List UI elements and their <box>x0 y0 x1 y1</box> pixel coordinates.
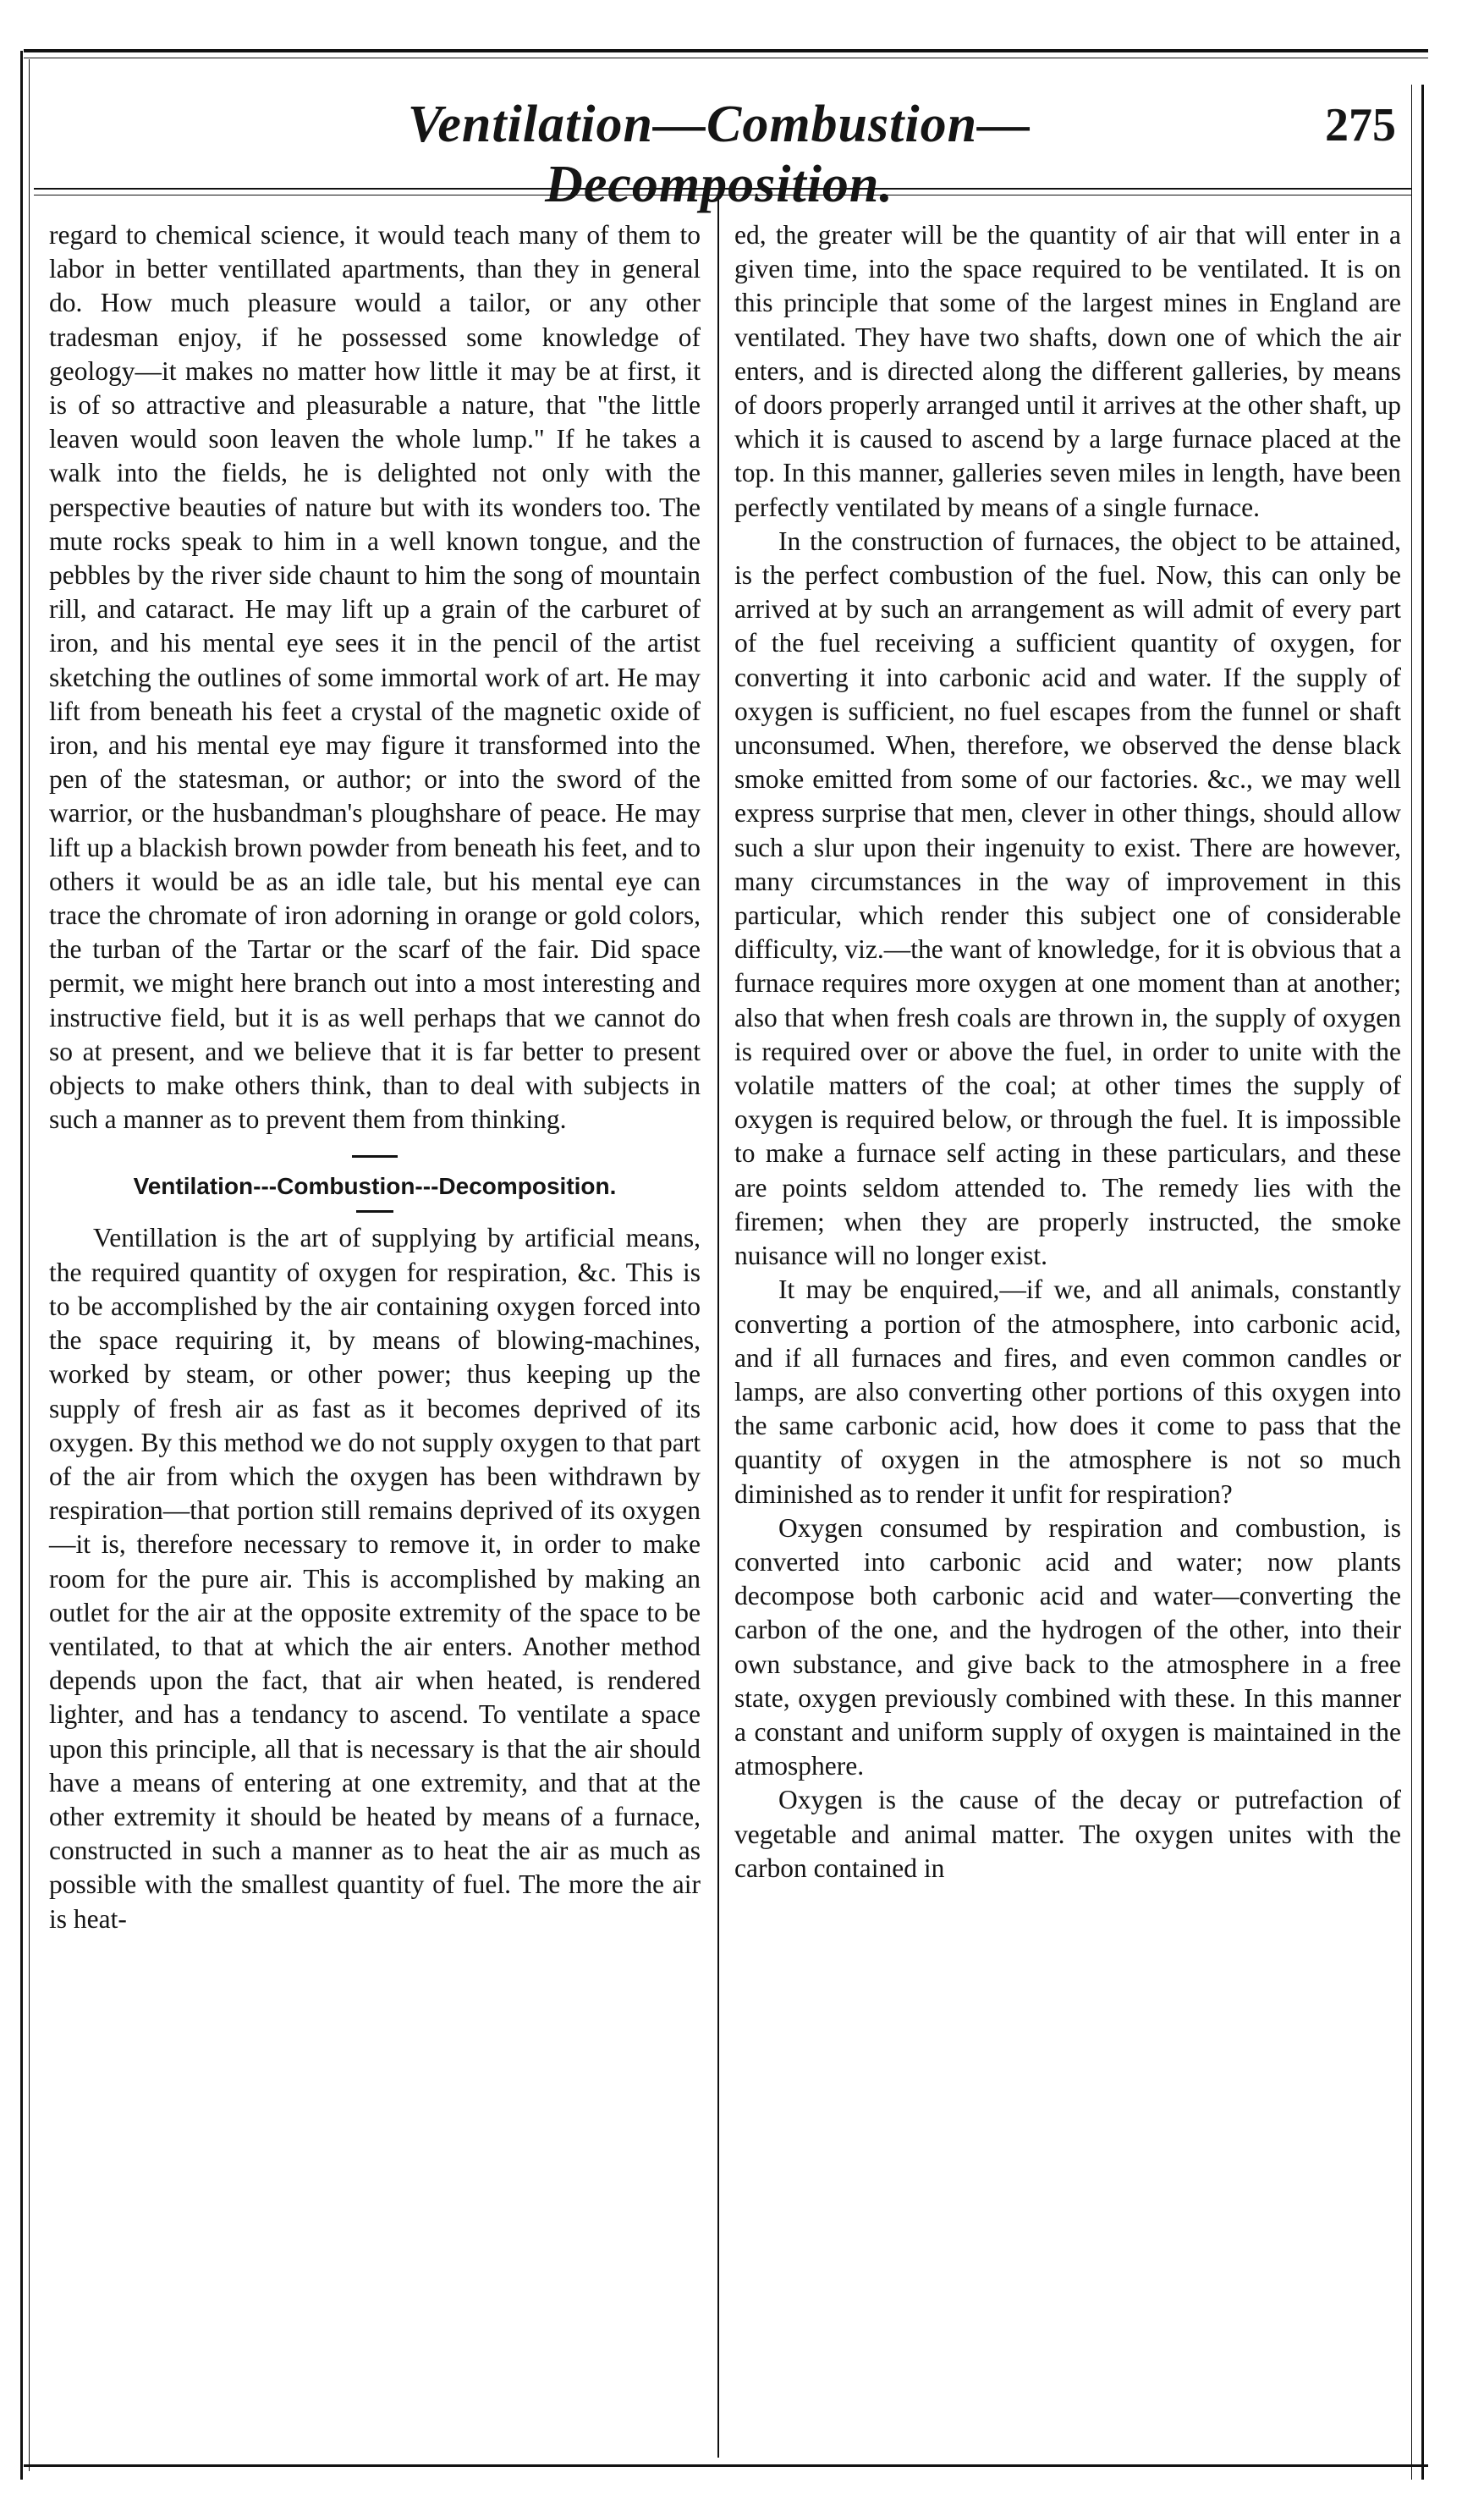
right-paragraph-decay: Oxygen is the cause of the decay or putrefaction of vegetable and animal matter. The oxygen unites with the carbon contained in <box>734 1785 1401 1883</box>
page-number: 275 <box>1325 99 1396 151</box>
column-divider <box>717 200 719 2458</box>
left-paragraph-ventilation: Ventillation is the art of supplying by artificial means, the required quantity of oxygen for respiration, &c. This is to be accomplished by the air containing oxygen forced into the space requiring it, by means of blowing-machines, worked by steam, or other power; thus keeping up the supply of fresh air as fast as it becomes deprived of its oxygen. By this method we do not supply oxygen to that part of the air from which the oxygen has been withdrawn by respiration—that portion still remains deprived of its oxygen—it is, therefore necessary to remove it, in order to make room for the pure air. This is accomplished by making an outlet for the air at the opposite extremity of the space to be ventilated, to that at which the air enters. Another method depends upon the fact, that air when heated, is rendered lighter, and has a tendancy to ascend. To ventilate a space upon this principle, all that is necessary is that the air should have a means of entering at one extremity, and that at the other extremity it should be heated by means of a furnace, constructed in such a manner as to heat the air as much as possible with the smallest quantity of fuel. The more the air is heat- <box>49 1223 701 1934</box>
right-column <box>734 218 1401 1886</box>
right-border-line <box>1421 85 1424 2480</box>
right-paragraph-plants: Oxygen consumed by respiration and combustion, is converted into carbonic acid and water; now plants decompose both carbonic acid and water—converting the carbon of the one, and the hydrogen of the other, into their own substance, and give back to the atmosphere in a free state, oxygen previously combined with these. In this manner a constant and uniform supply of oxygen is maintained in the atmosphere. <box>734 1512 1401 1781</box>
top-border-rule <box>24 49 1428 52</box>
right-paragraph-enquiry: It may be enquired,—if we, and all animals, constantly converting a portion of the atmosphere, into carbonic acid, and if all furnaces and fires, and even common candles or lamps, are also converting other portions of this oxygen into the same carbonic acid, how does it come to pass that the quantity of oxygen in the atmosphere is not so much diminished as to render it unfit for respiration? <box>734 1275 1401 1509</box>
bottom-border-rule <box>24 2464 1428 2467</box>
right-paragraph-furnaces: In the construction of furnaces, the object to be attained, is the perfect combustion of the fuel. Now, this can only be arrived at by such an arrangement as will admit of every part of the fuel receiving a sufficient quantity of oxygen, for converting it into carbonic acid and water. If the supply of oxygen is sufficient, no fuel escapes from the funnel or shaft unconsumed. When, therefore, we observed the dense black smoke emitted from some of our factories. &c., we may well express surprise that men, clever in other things, should allow such a slur upon their ingenuity to exist. There are however, many circumstances in the way of improvement in this particular, which render this subject one of considerable difficulty, viz.—the want of knowledge, for it is obvious that a furnace requires more oxygen at one moment than at another; also that when fresh coals are thrown in, the supply of oxygen is required over or above the fuel, in order to unite with the volatile matters of the coal; at other times the supply of oxygen is required below, or through the fuel. It is impossible to make a furnace self acting in these particulars, and these are points seldom attended to. The remedy lies with the firemen; when they are properly instructed, the smoke nuisance will no longer exist. <box>734 526 1401 1271</box>
section-heading-rule <box>356 1210 393 1213</box>
section-separator-rule <box>352 1155 398 1158</box>
header-rule <box>34 188 1411 190</box>
left-border-line-thin <box>29 59 30 2471</box>
running-header-title: Ventilation—Combustion—Decomposition. <box>407 96 1031 213</box>
right-paragraph-continued: ed, the greater will be the quantity of air that will enter in a given time, into the space required to be ventilated. It is on this principle that some of the largest mines in England are ventilated. They have two shafts, down one of which the air enters, and is directed along the different galleries, by means of doors properly arranged until it arrives at the other shaft, up which it is caused to ascend by a large furnace placed at the top. In this manner, galleries seven miles in length, have been perfectly ventilated by means of a single furnace. <box>734 220 1401 522</box>
left-paragraph-continued: regard to chemical science, it would teach many of them to labor in better ventillated apartments, than they in general do. How much pleasure would a tailor, or any other tradesman enjoy, if he possessed some knowledge of geology—it makes no matter how little it may be at first, it is of so attractive and pleasurable a nature, that "the little leaven would soon leaven the whole lump." If he takes a walk into the fields, he is delighted not only with the perspective beauties of nature but with its wonders too. The mute rocks speak to him in a well known tongue, and the pebbles by the river side chaunt to him the song of mountain rill, and cataract. He may lift up a grain of the carburet of iron, and his mental eye sees it in the pencil of the artist sketching the outlines of some immortal work of art. He may lift from beneath his feet a crystal of the magnetic oxide of iron, and his mental eye may figure it transformed into the pen of the statesman, or author; or into the sword of the warrior, or the husbandman's ploughshare of peace. He may lift up a blackish brown powder from beneath his feet, and to others it would be as an idle tale, but his mental eye can trace the chromate of iron adorning in orange or gold colors, the turban of the Tartar or the scarf of the fair. Did space permit, we might here branch out into a most interesting and instructive field, but it is as well perhaps that we cannot do so at present, and we believe that it is far better to present objects to make others think, than to deal with subjects in such a manner as to prevent them from thinking. <box>49 220 701 1135</box>
left-column <box>49 218 701 1936</box>
right-border-line-thin <box>1411 85 1412 2480</box>
left-border-line <box>20 51 23 2480</box>
section-heading: Ventilation---Combustion---Decomposition. <box>133 1173 617 1200</box>
